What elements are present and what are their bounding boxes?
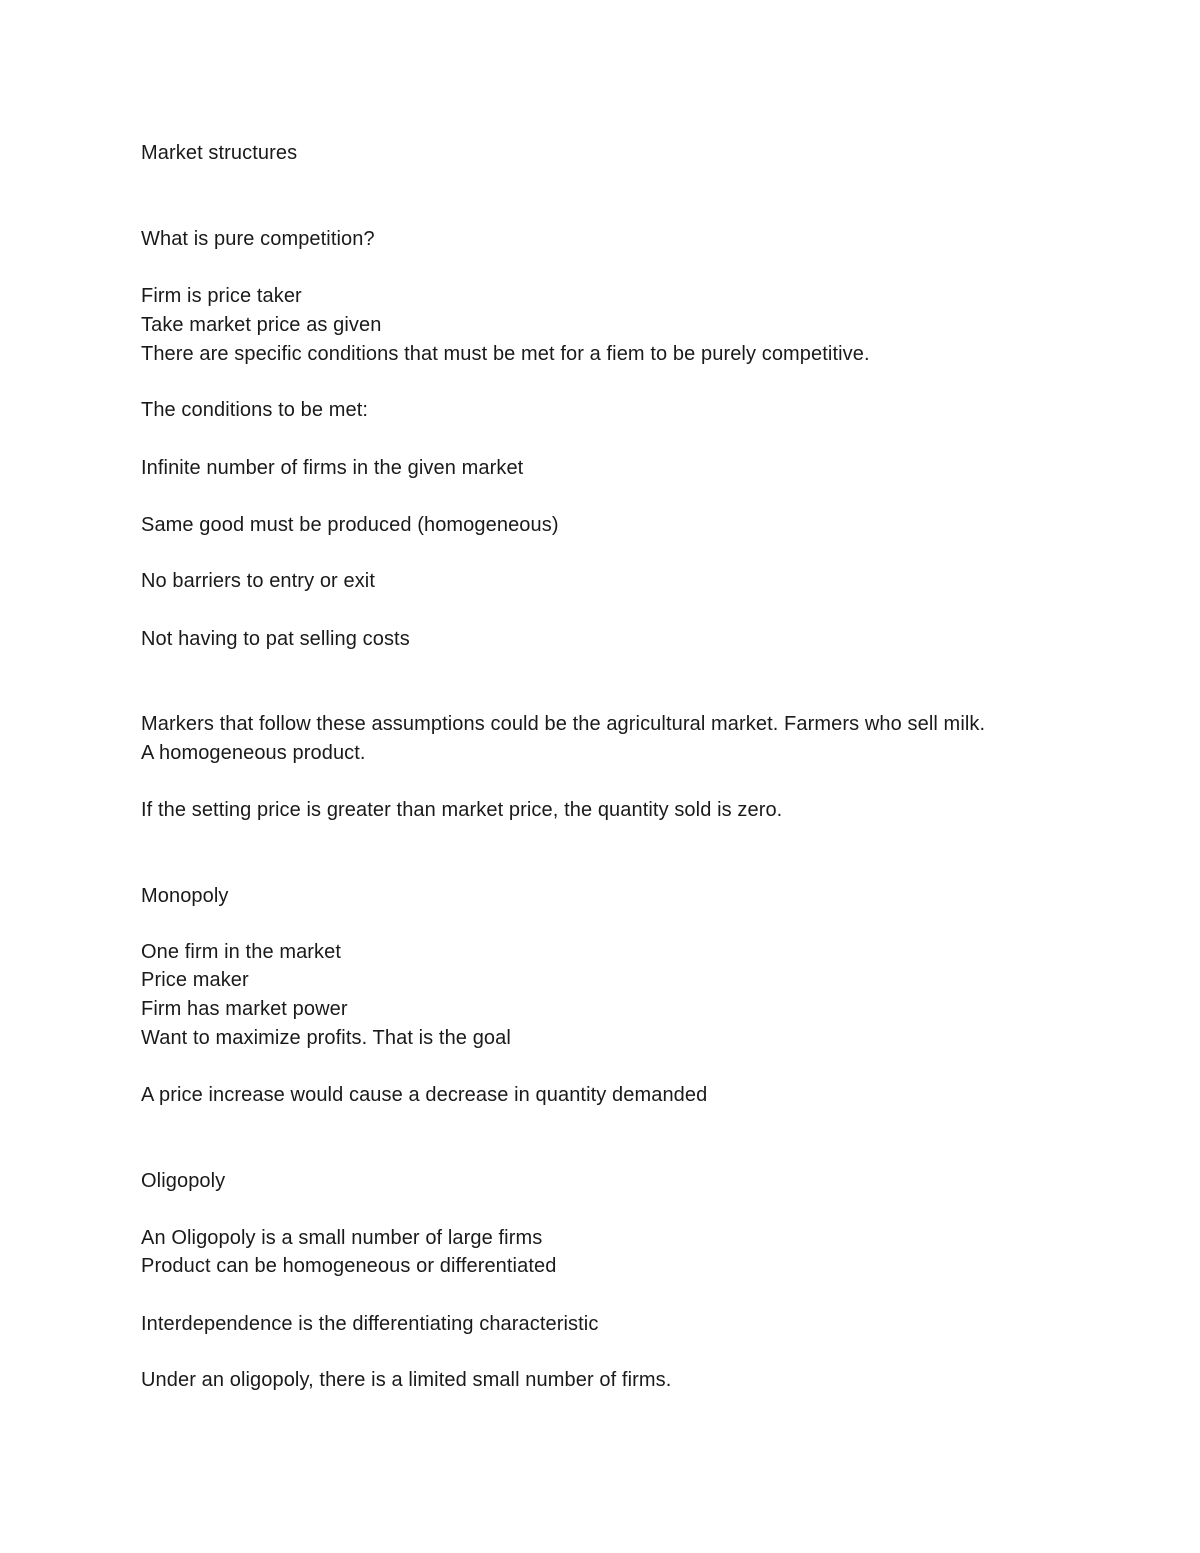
text-line: Price maker (141, 969, 249, 991)
text-line: Product can be homogeneous or differentiated (141, 1255, 557, 1277)
text-line: Firm is price taker (141, 285, 302, 307)
text-line: One firm in the market (141, 941, 342, 963)
text-line: A price increase would cause a decrease in quantity demanded (141, 1084, 708, 1106)
text-line: There are specific conditions that must be met for a fiem to be purely competitive. (141, 343, 870, 365)
text-line: A homogeneous product. (141, 742, 366, 764)
condition-item: Same good must be produced (homogeneous) (141, 514, 559, 536)
text-line: Interdependence is the differentiating characteristic (141, 1313, 599, 1335)
text-line: If the setting price is greater than market price, the quantity sold is zero. (141, 799, 783, 821)
text-line: Under an oligopoly, there is a limited small number of firms. (141, 1369, 672, 1391)
text-line: Firm has market power (141, 998, 348, 1020)
text-line: Take market price as given (141, 314, 382, 336)
question-pure-competition: What is pure competition? (141, 228, 375, 250)
condition-item: Not having to pat selling costs (141, 628, 410, 650)
text-line: An Oligopoly is a small number of large firms (141, 1227, 543, 1249)
section-heading-oligopoly: Oligopoly (141, 1170, 226, 1192)
document-title: Market structures (141, 142, 298, 164)
text-line: Want to maximize profits. That is the goal (141, 1027, 511, 1049)
text-line: The conditions to be met: (141, 399, 369, 421)
condition-item: Infinite number of firms in the given market (141, 457, 524, 479)
section-heading-monopoly: Monopoly (141, 885, 229, 907)
condition-item: No barriers to entry or exit (141, 570, 375, 592)
text-line: Markers that follow these assumptions could be the agricultural market. Farmers who sell milk. (141, 713, 986, 735)
